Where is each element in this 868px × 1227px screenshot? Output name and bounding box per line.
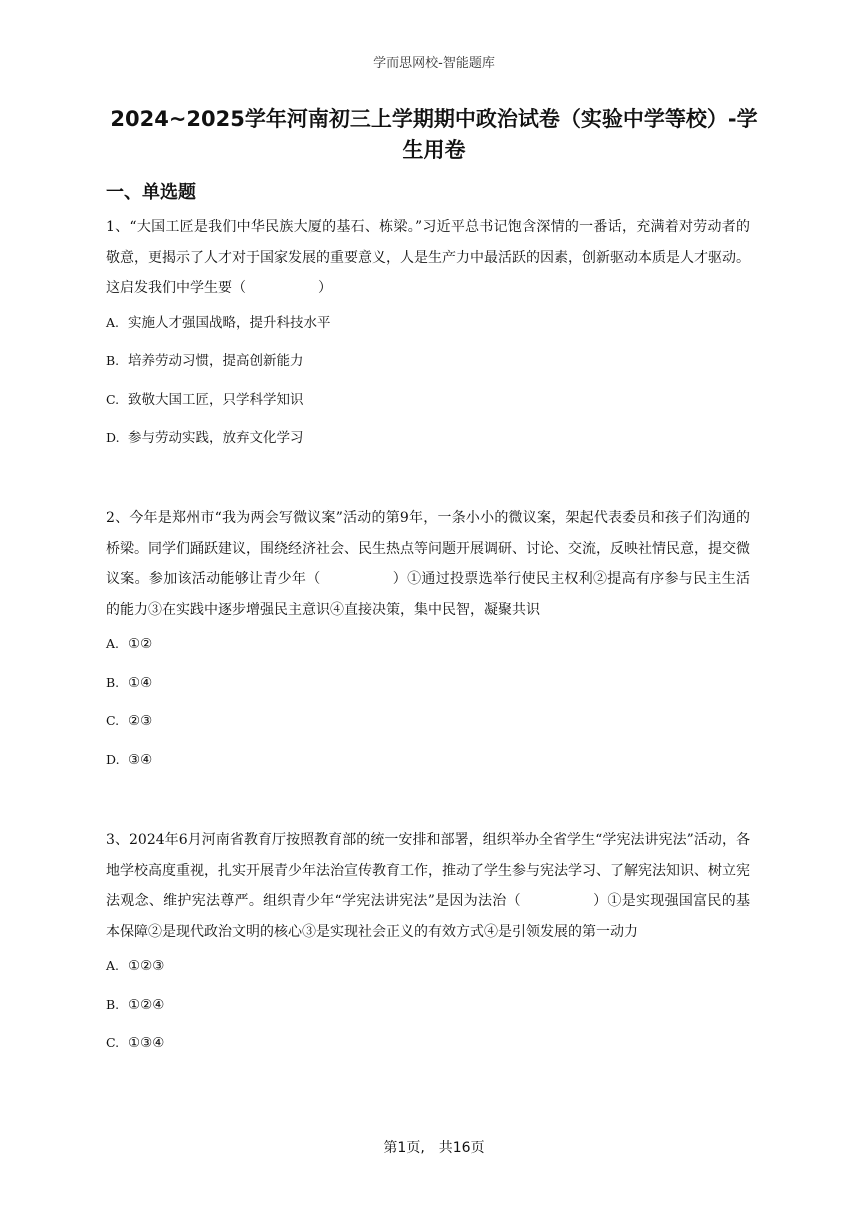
option-text: ①② — [128, 636, 153, 652]
stem-text: 2、今年是郑州市“我为两会写微议案”活动的第9年，一条小小的微议案，架起代表委员和孩子们沟通的桥梁。同学们踊跃建议，围绕经济社会、民生热点等问题开展调研、讨论、交流，反映社情民意，提交微议案。参加该活动能够让青少年（ — [106, 510, 750, 587]
option-d — [106, 750, 750, 789]
option-text: 培养劳动习惯，提高创新能力 — [128, 353, 304, 369]
option-a — [106, 956, 750, 995]
stem-text: 1、“大国工匠是我们中华民族大厦的基石、栋梁。”习近平总书记饱含深情的一番话，充满着对劳动者的敬意，更揭示了人才对于国家发展的重要意义，人是生产力中最活跃的因素，创新驱动本质是人才驱动。这启发我们中学生要（ — [106, 219, 750, 296]
option-b — [106, 351, 750, 390]
section-heading: 一、单选题 — [106, 182, 196, 203]
option-c — [106, 711, 750, 750]
option-label: D. — [106, 430, 120, 445]
option-text: 参与劳动实践，放弃文化学习 — [128, 430, 304, 446]
option-d — [106, 428, 750, 467]
option-text: 致敬大国工匠，只学科学知识 — [128, 391, 304, 408]
option-text: 实施人才强国战略，提升科技水平 — [128, 314, 331, 331]
option-text: ①②③ — [128, 958, 165, 974]
option-b — [106, 995, 750, 1034]
option-label: B. — [106, 674, 120, 690]
option-text: ①②④ — [128, 996, 165, 1013]
site-header: 学而思网校-智能题库 — [373, 56, 495, 71]
page-footer — [0, 1137, 868, 1157]
question-stem — [106, 212, 750, 304]
option-label: A. — [106, 958, 120, 973]
stem-text-after: ）①通过投票选举行使民主权利②提高有序参与民主生活的能力③在实践中逐步增强民主意识④直接决策，集中民智，凝聚共识 — [106, 571, 750, 618]
question-stem — [106, 503, 750, 625]
option-label: A. — [106, 636, 120, 651]
option-c — [106, 390, 750, 429]
stem-text-after: ）①是实现强国富民的基本保障②是现代政治文明的核心③是实现社会正义的有效方式④是引领发展的第一动力 — [106, 893, 750, 940]
option-label: B. — [106, 996, 120, 1012]
option-label: B. — [106, 353, 120, 368]
stem-text: 3、2024年6月河南省教育厅按照教育部的统一安排和部署，组织举办全省学生“学宪法讲宪法”活动，各地学校高度重视，扎实开展青少年法治宣传教育工作，推动了学生参与宪法学习、了解宪法知识、树立宪法观念、维护宪法尊严。组织青少年“学宪法讲宪法”是因为法治（ — [106, 832, 750, 909]
option-label: C. — [106, 391, 120, 407]
page-total: 共16页 — [438, 1140, 485, 1156]
option-text: ①④ — [128, 674, 153, 691]
option-label: C. — [106, 1035, 120, 1050]
question-2 — [106, 503, 750, 788]
option-label: A. — [106, 314, 120, 330]
question-1 — [106, 212, 750, 467]
question-3 — [106, 825, 750, 1072]
stem-text-after: ） — [318, 280, 332, 296]
option-text: ③④ — [128, 751, 153, 768]
option-b — [106, 673, 750, 712]
document-title: 2024~2025学年河南初三上学期期中政治试卷（实验中学等校）-学生用卷 — [110, 107, 758, 162]
option-text: ②③ — [128, 713, 153, 729]
option-a — [106, 634, 750, 673]
option-c — [106, 1033, 750, 1072]
option-text: ①③④ — [128, 1035, 165, 1051]
option-label: D. — [106, 751, 120, 767]
option-a — [106, 313, 750, 352]
question-stem — [106, 825, 750, 947]
page-number: 第1页, — [383, 1140, 425, 1156]
option-label: C. — [106, 713, 120, 728]
